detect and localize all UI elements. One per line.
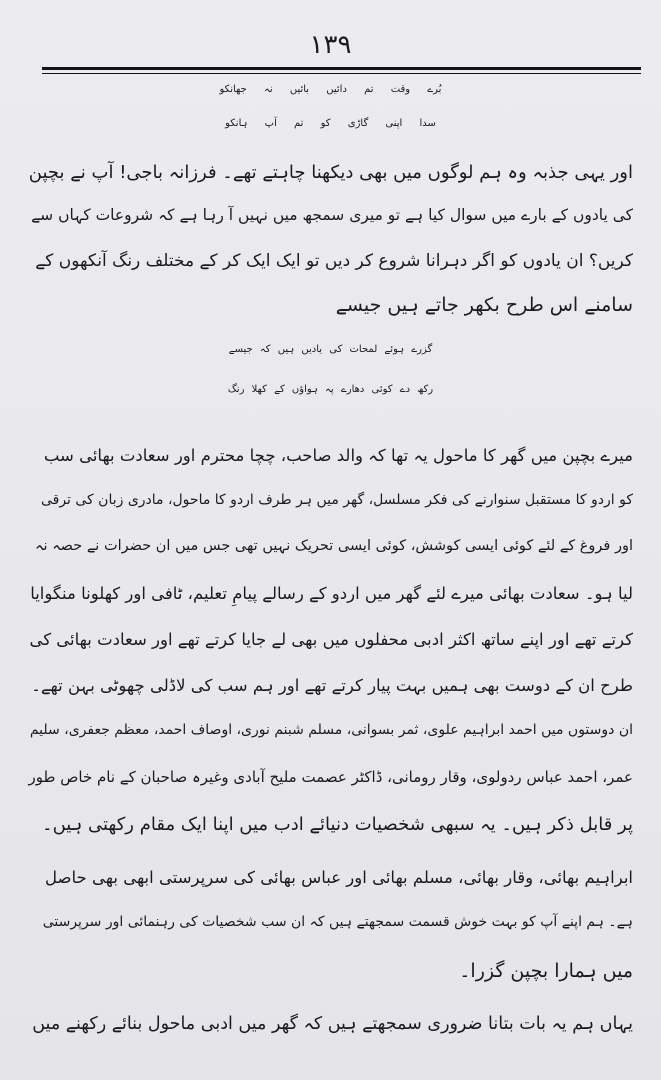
paragraph-2-line-2: کو اردو کا مستقبل سنوارنے کی فکر مسلسل، گھر میں ہر طرف اردو کا ماحول، مادری زبان کی ترقی (40, 492, 633, 508)
paragraph-2-line-6: طرح ان کے دوست بھی ہمیں بہت پیار کرتے تھے اور ہم سب کی لاڈلی چھوٹی بہن تھے۔ (31, 676, 633, 695)
couplet-2-line-2: رکھ دے کوئی دھارے پہ ہواؤں کے کھلا رنگ (227, 384, 434, 395)
paragraph-1-line-2: کی یادوں کے بارے میں سوال کیا ہے تو میری سمجھ میں نہیں آ رہا ہے کہ شروعات کہاں سے (31, 206, 633, 224)
paragraph-1-line-3: کریں؟ ان یادوں کو اگر دہرانا شروع کر دیں تو ایک ایک کر کے مختلف رنگ آنکھوں کے (35, 251, 633, 271)
paragraph-3-line-2: ہے۔ ہم اپنے آپ کو بہت خوش قسمت سمجھتے ہیں کہ ان سب شخصیات کی رہنمائی اور سرپرستی (42, 914, 633, 930)
couplet-2-line-1: گزرے ہوئے لمحات کی یادیں ہیں کہ جیسے (228, 344, 433, 355)
paragraph-2-line-4: لیا ہو۔ سعادت بھائی میرے لئے گھر میں اردو کے رسالے پیامِ تعلیم، ٹافی اور کھلونا منگوایا (30, 584, 633, 603)
header-rule-thin (42, 73, 641, 74)
paragraph-1-line-4: سامنے اس طرح بکھر جاتے ہیں جیسے (335, 294, 633, 316)
paragraph-2-line-7: ان دوستوں میں احمد ابراہیم علوی، ثمر بسوانی، مسلم شبنم نوری، اوصاف احمد، معظم جعفری، سلیم (29, 722, 633, 738)
paragraph-1-line-1: اور یہی جذبہ وہ ہم لوگوں میں بھی دیکھنا چاہتے تھے۔ فرزانہ باجی! آپ نے بچپن (28, 162, 633, 183)
paragraph-2-line-1: میرے بچپن میں گھر کا ماحول یہ تھا کہ والد صاحب، چچا محترم اور سعادت بھائی سب (43, 446, 633, 465)
couplet-1-line-1: بُرے وقت تم دائیں بائیں نہ جھانکو (219, 84, 442, 95)
paragraph-3-line-1: ابراہیم بھائی، وقار بھائی، مسلم بھائی اور عباس بھائی کی سرپرستی ابھی بھی حاصل (45, 868, 633, 887)
header-rule-thick (42, 67, 641, 70)
paragraph-3-line-3: میں ہمارا بچپن گزرا۔ (459, 960, 633, 982)
paragraph-2-line-9: پر قابل ذکر ہیں۔ یہ سبھی شخصیات دنیائے ادب میں اپنا ایک مقام رکھتی ہیں۔ (42, 814, 633, 835)
page-number: ۱۳۹ (309, 30, 352, 60)
paragraph-2-line-5: کرتے تھے اور اپنے ساتھ اکثر ادبی محفلوں میں بھی لے جایا کرتے تھے اور سعادت بھائی کی (29, 630, 633, 649)
paragraph-4-line-1: یہاں ہم یہ بات بتانا ضروری سمجھتے ہیں کہ گھر میں ادبی ماحول بنائے رکھنے میں (32, 1014, 633, 1034)
paragraph-2-line-8: عمر، احمد عباس ردولوی، وقار رومانی، ڈاکٹر عصمت ملیح آبادی وغیرہ صاحبان کے نام خاص طور (28, 768, 633, 786)
couplet-1-line-2: سدا اپنی گاڑی کو تم آپ ہانکو (225, 118, 436, 129)
paragraph-2-line-3: اور فروغ کے لئے کوئی ایسی کوشش، کوئی ایسی تحریک نہیں تھی جس میں ان حضرات نے حصہ نہ (35, 538, 633, 554)
